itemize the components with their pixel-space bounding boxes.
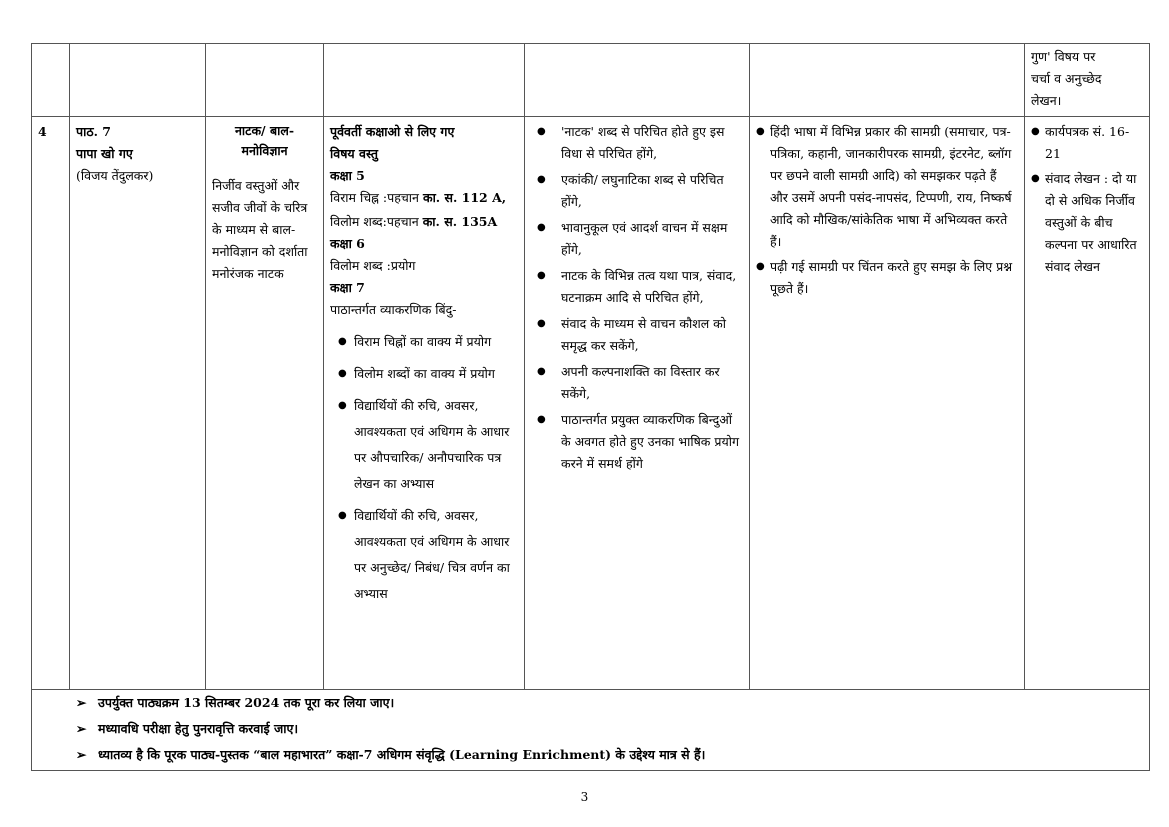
- cell-serial-number: 4: [32, 117, 70, 690]
- cell-empty: [750, 44, 1025, 117]
- list-item: ● पढ़ी गई सामग्री पर चिंतन करते हुए समझ के लिए प्रश्न पूछते हैं।: [756, 256, 1018, 300]
- list-item: ● संवाद लेखन : दो या दो से अधिक निर्जीव वस्तुओं के बीच कल्पना पर आधारित संवाद लेखन: [1031, 168, 1143, 278]
- cell-empty: [324, 44, 525, 117]
- content-line: [330, 211, 518, 233]
- cell-lesson: [70, 117, 206, 690]
- list-item: ● भावानुकूल एवं आदर्श वाचन में सक्षम होंगे,: [531, 217, 743, 261]
- viram-label: विराम चिह्न :पहचान: [330, 190, 419, 205]
- cell-notes: [32, 690, 1150, 771]
- cell-activity-continued: [1025, 44, 1150, 117]
- content-heading: पूर्ववर्ती कक्षाओ से लिए गए: [330, 124, 455, 139]
- list-item: ● नाटक के विभिन्न तत्व यथा पात्र, संवाद, घटनाक्रम आदि से परिचित होंगे,: [531, 265, 743, 309]
- note-text: मध्यावधि परीक्षा हेतु पुनरावृत्ति करवाई जाए।: [98, 721, 299, 736]
- arrow-bullet-icon: ➢: [76, 695, 87, 710]
- text-line: लेखन।: [1031, 93, 1062, 108]
- class-6-label: कक्षा 6: [330, 236, 365, 251]
- list-item: ● विराम चिह्नों का वाक्य में प्रयोग: [336, 329, 518, 355]
- note-text: ध्यातव्य है कि पूरक पाठ्य-पुस्तक “बाल महाभारत” कक्षा-7 अधिगम संवृद्धि (Learning Enrichment) के उद्देश्य मात्र से हैं।: [98, 747, 706, 762]
- lesson-author: (विजय तेंदुलकर): [76, 168, 154, 183]
- class-5-label: कक्षा 5: [330, 168, 365, 183]
- lesson-number: पाठ. 7: [76, 124, 112, 139]
- learning-outcomes-list: [756, 121, 1018, 300]
- list-item: ● कार्यपत्रक सं. 16-21: [1031, 121, 1143, 165]
- cell-empty: [206, 44, 324, 117]
- content-line: [330, 187, 518, 209]
- outcomes-list: [531, 121, 743, 475]
- list-item: ● एकांकी/ लघुनाटिका शब्द से परिचित होंगे,: [531, 169, 743, 213]
- genre-description: निर्जीव वस्तुओं और सजीव जीवों के चरित्र के माध्यम से बाल-मनोविज्ञान को दर्शाता मनोरंजक नाटक: [212, 178, 308, 281]
- cell-genre: [206, 117, 324, 690]
- arrow-bullet-icon: ➢: [76, 721, 87, 736]
- cell-empty: [32, 44, 70, 117]
- class-7-label: कक्षा 7: [330, 280, 365, 295]
- cell-outcomes: [525, 117, 750, 690]
- genre-heading: नाटक/ बाल-मनोविज्ञान: [234, 123, 295, 158]
- cell-empty: [70, 44, 206, 117]
- table-row-continued: [32, 44, 1150, 117]
- list-item: ● अपनी कल्पनाशक्ति का विस्तार कर सकेंगे,: [531, 361, 743, 405]
- note-item: [72, 690, 1149, 716]
- activities-list: [1031, 121, 1143, 278]
- text-line: चर्चा व अनुच्छेद: [1031, 71, 1102, 86]
- cell-empty: [525, 44, 750, 117]
- text-line: गुण' विषय पर: [1031, 49, 1096, 64]
- content-heading: विषय वस्तु: [330, 146, 378, 161]
- list-item: ● 'नाटक' शब्द से परिचित होते हुए इस विधा से परिचित होंगे,: [531, 121, 743, 165]
- list-item: ● विद्यार्थियों की रुचि, अवसर, आवश्यकता एवं अधिगम के आधार पर औपचारिक/ अनौपचारिक पत्र लेखन का अभ्यास: [336, 393, 518, 497]
- syllabus-table: [31, 43, 1150, 771]
- note-item: [72, 742, 1149, 768]
- list-item: ● विलोम शब्दों का वाक्य में प्रयोग: [336, 361, 518, 387]
- cell-content: [324, 117, 525, 690]
- list-item: ● पाठान्तर्गत प्रयुक्त व्याकरणिक बिन्दुओं के अवगत होते हुए उनका भाषिक प्रयोग करने में समर्थ होंगे: [531, 409, 743, 475]
- cell-learning-outcomes: [750, 117, 1025, 690]
- page-number: 3: [580, 790, 589, 804]
- viram-ref: का. स. 112 A,: [422, 190, 507, 205]
- table-row-notes: [32, 690, 1150, 771]
- arrow-bullet-icon: ➢: [76, 747, 87, 762]
- content-line: विलोम शब्द :प्रयोग: [330, 258, 416, 273]
- lesson-title: पापा खो गए: [76, 146, 133, 161]
- list-item: ● संवाद के माध्यम से वाचन कौशल को समृद्ध कर सकेंगे,: [531, 313, 743, 357]
- grammar-list: [336, 329, 518, 607]
- list-item: ● हिंदी भाषा में विभिन्न प्रकार की सामग्री (समाचार, पत्र-पत्रिका, कहानी, जानकारीपरक सामग्री, इंटरनेट, ब्लॉग पर छपने वाली सामग्री आदि) को समझकर पढ़ते हैं और उसमें अपनी पसंद-नापसंद, टिप्पणी, राय, निष्कर्ष आदि को मौखिक/सांकेतिक भाषा में अभिव्यक्त करते हैं।: [756, 121, 1018, 253]
- cell-activities: [1025, 117, 1150, 690]
- vilom-label: विलोम शब्द:पहचान: [330, 214, 419, 229]
- note-text: उपर्युक्त पाठ्यक्रम 13 सितम्बर 2024 तक पूरा कर लिया जाए।: [98, 695, 395, 710]
- list-item: ● विद्यार्थियों की रुचि, अवसर, आवश्यकता एवं अधिगम के आधार पर अनुच्छेद/ निबंध/ चित्र वर्णन का अभ्यास: [336, 503, 518, 607]
- table-row-lesson-7: [32, 117, 1150, 690]
- vilom-ref: का. स. 135A: [422, 214, 498, 229]
- note-item: [72, 716, 1149, 742]
- grammar-heading: पाठान्तर्गत व्याकरणिक बिंदु-: [330, 302, 457, 317]
